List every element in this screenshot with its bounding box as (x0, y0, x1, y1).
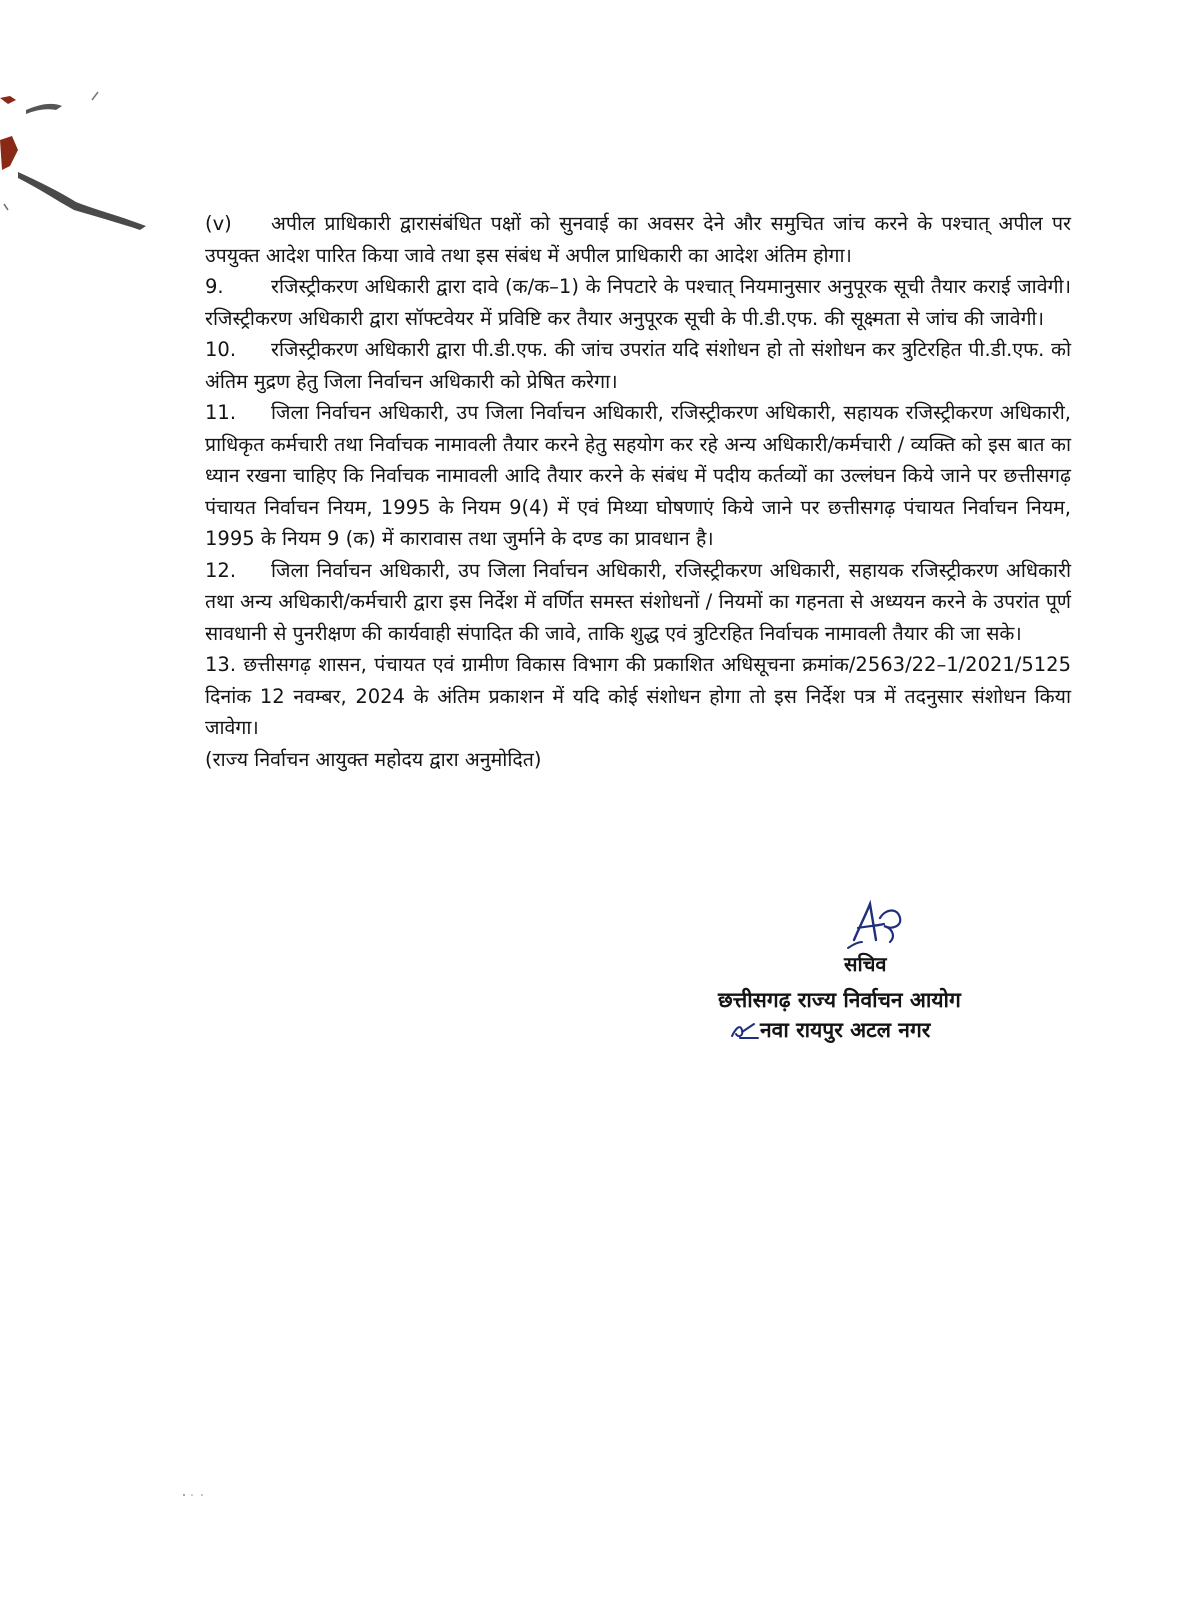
paragraph-number: 13. (205, 653, 237, 676)
office-location: नवा रायपुर अटल नगर (760, 1018, 931, 1042)
paragraph-text: जिला निर्वाचन अधिकारी, उप जिला निर्वाचन अधिकारी, रजिस्ट्रीकरण अधिकारी, सहायक रजिस्ट्रीकरण अधिकारी तथा अन्य अधिकारी/कर्मचारी द्वारा इस निर्देश में वर्णित समस्त संशोधनों / नियमों का गहनता से अध्ययन करने के उपरांत पूर्ण सावधानी से पुनरीक्षण की कार्यवाही संपादित की जावे, ताकि शुद्ध एवं त्रुटिरहित निर्वाचक नामावली तैयार की जा सके। (205, 558, 1071, 645)
paragraph-number: (v) (205, 212, 232, 235)
paragraph-number: 11. (205, 401, 237, 424)
torn-edge-mark (0, 70, 160, 250)
paragraph-number: 10. (205, 338, 237, 361)
handwritten-signature (840, 896, 910, 956)
paragraph-10 (205, 334, 1071, 397)
approval-note: (राज्य निर्वाचन आयुक्त महोदय द्वारा अनुमोदित) (205, 747, 542, 771)
signature-block (712, 890, 1052, 1060)
paragraph-11 (205, 397, 1071, 555)
paragraph-number: 12. (205, 558, 237, 582)
paragraph-text: छत्तीसगढ़ शासन, पंचायत एवं ग्रामीण विकास विभाग की प्रकाशित अधिसूचना क्रमांक/2563/22–1/2021/5125 दिनांक 12 नवम्बर, 2024 के अंतिम प्रकाशन में यदि कोई संशोधन होगा तो इस निर्देश पत्र में तदनुसार संशोधन किया जावेगा। (205, 653, 1071, 739)
paragraph-text: जिला निर्वाचन अधिकारी, उप जिला निर्वाचन अधिकारी, रजिस्ट्रीकरण अधिकारी, सहायक रजिस्ट्रीकरण अधिकारी, प्राधिकृत कर्मचारी तथा निर्वाचक नामावली तैयार करने हेतु सहयोग कर रहे अन्य अधिकारी/कर्मचारी / व्यक्ति को इस बात का ध्यान रखना चाहिए कि निर्वाचक नामावली आदि तैयार करने के संबंध में पदीय कर्तव्यों का उल्लंघन किये जाने पर छत्तीसगढ़ पंचायत निर्वाचन नियम, 1995 के नियम 9(4) में एवं मिथ्या घोषणाएं किये जाने पर छत्तीसगढ़ पंचायत निर्वाचन नियम, 1995 के नियम 9 (क) में कारावास तथा जुर्माने के दण्ड का प्रावधान है। (205, 401, 1071, 550)
paragraph-text: अपील प्राधिकारी द्वारासंबंधित पक्षों को सुनवाई का अवसर देने और समुचित जांच करने के पश्चात् अपील पर उपयुक्त आदेश पारित किया जावे तथा इस संबंध में अपील प्राधिकारी का आदेश अंतिम होगा। (205, 212, 1071, 267)
handwritten-initial (728, 1020, 760, 1042)
paragraph-9 (205, 271, 1071, 334)
paragraph-text: रजिस्ट्रीकरण अधिकारी द्वारा पी.डी.एफ. की जांच उपरांत यदि संशोधन हो तो संशोधन कर त्रुटिरहित पी.डी.एफ. को अंतिम मुद्रण हेतु जिला निर्वाचन अधिकारी को प्रेषित करेगा। (205, 338, 1071, 393)
paragraph-13 (205, 649, 1071, 744)
paragraph-number: 9. (205, 275, 224, 298)
designation-secretary: सचिव (844, 952, 887, 976)
office-location-line (728, 1016, 930, 1044)
paragraph-text: रजिस्ट्रीकरण अधिकारी द्वारा दावे (क/क–1) के निपटारे के पश्चात् नियमानुसार अनुपूरक सूची तैयार कराई जावेगी। रजिस्ट्रीकरण अधिकारी द्वारा सॉफ्टवेयर में प्रविष्टि कर तैयार अनुपूरक सूची के पी.डी.एफ. की सूक्ष्मता से जांच की जावेगी। (205, 275, 1071, 330)
paragraph-v (205, 208, 1071, 271)
paragraph-12 (205, 555, 1071, 650)
office-name: छत्तीसगढ़ राज्य निर्वाचन आयोग (718, 988, 961, 1012)
document-body (205, 208, 1071, 775)
scan-specks (180, 1490, 210, 1500)
